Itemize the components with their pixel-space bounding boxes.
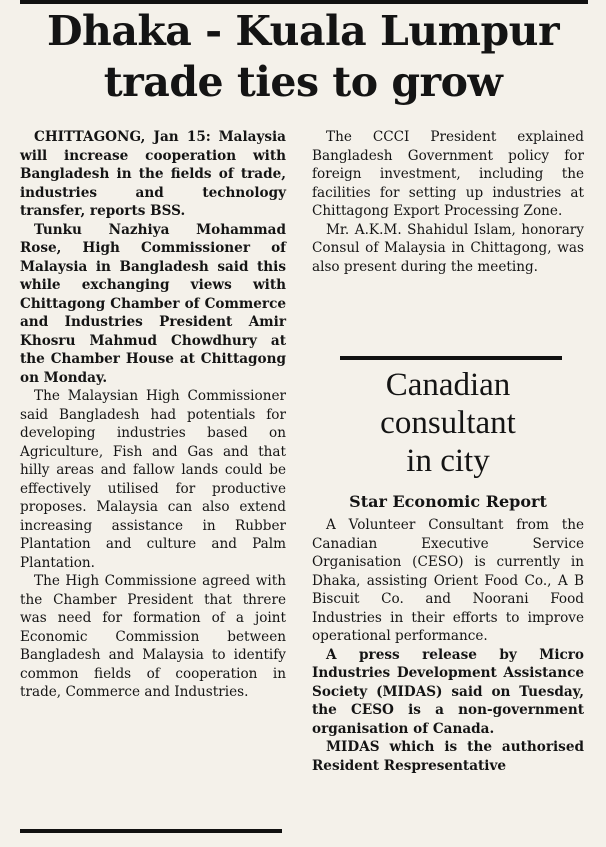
story2-paragraph-3: MIDAS which is the authorised Resident Respresentative — [312, 739, 584, 774]
story1-paragraph-3: The Malaysian High Commissioner said Bangladesh had potentials for developing industries based on Agriculture, Fish and Gas and that hilly areas and fallow lands could be effectively utilised for productive proposes. Malaysia can also extend increasing assistance in Rubber Plantation and culture and Palm Plantation. — [20, 388, 286, 571]
story1-paragraph-4: The High Commissione agreed with the Chamber President that threre was need for formation of a joint Economic Commission between Bangladesh and Malaysia to identify common fields of cooperation in trade, Commerce and Industries. — [20, 573, 286, 700]
story2-headline-line-1: Canadian — [385, 367, 511, 403]
headline-line-1: Dhaka - Kuala Lumpur — [46, 7, 560, 55]
story1-column-right — [312, 128, 584, 276]
lead-text: Malaysia will increase cooperation with Bangladesh in the fields of trade, industries and technology transfer, reports BSS. — [20, 129, 286, 219]
dateline: CHITTAGONG, Jan 15: — [34, 129, 211, 145]
byline: Star Economic Report — [349, 492, 547, 511]
story1-paragraph-1 — [20, 128, 286, 221]
story2-paragraph-1: A Volunteer Consultant from the Canadian Executive Service Organisation (CESO) is currently in Dhaka, assisting Orient Food Co., A B Biscuit Co. and Noorani Food Industries in their efforts to improve operational performance. — [312, 517, 584, 644]
story1-paragraph-5: The CCCI President explained Bangladesh Government policy for foreign investment, including the facilities for setting up industries at Chittagong Export Processing Zone. — [312, 129, 584, 219]
section-divider-rule — [340, 356, 562, 360]
top-rule — [20, 0, 588, 4]
story1-paragraph-6: Mr. A.K.M. Shahidul Islam, honorary Consul of Malaysia in Chittagong, was also present during the meeting. — [312, 221, 584, 275]
story2-column — [312, 516, 584, 775]
story2-headline-line-2: consultant — [380, 405, 516, 441]
story2-headline-line-3: in city — [406, 443, 490, 479]
story2-headline — [312, 366, 584, 480]
story1-paragraph-2: Tunku Nazhiya Mohammad Rose, High Commissioner of Malaysia in Bangladesh said this while exchanging views with Chittagong Chamber of Commerce and Industries President Amir Khosru Mahmud Chowdhury at the Chamber House at Chittagong on Monday. — [20, 221, 286, 386]
bottom-left-rule — [20, 829, 282, 833]
story1-column-left — [20, 128, 286, 702]
story2-paragraph-2: A press release by Micro Industries Development Assistance Society (MIDAS) said on Tuesday, the CESO is a non-government organisation of Canada. — [312, 646, 584, 737]
headline — [0, 6, 606, 108]
headline-line-2: trade ties to grow — [103, 58, 503, 106]
